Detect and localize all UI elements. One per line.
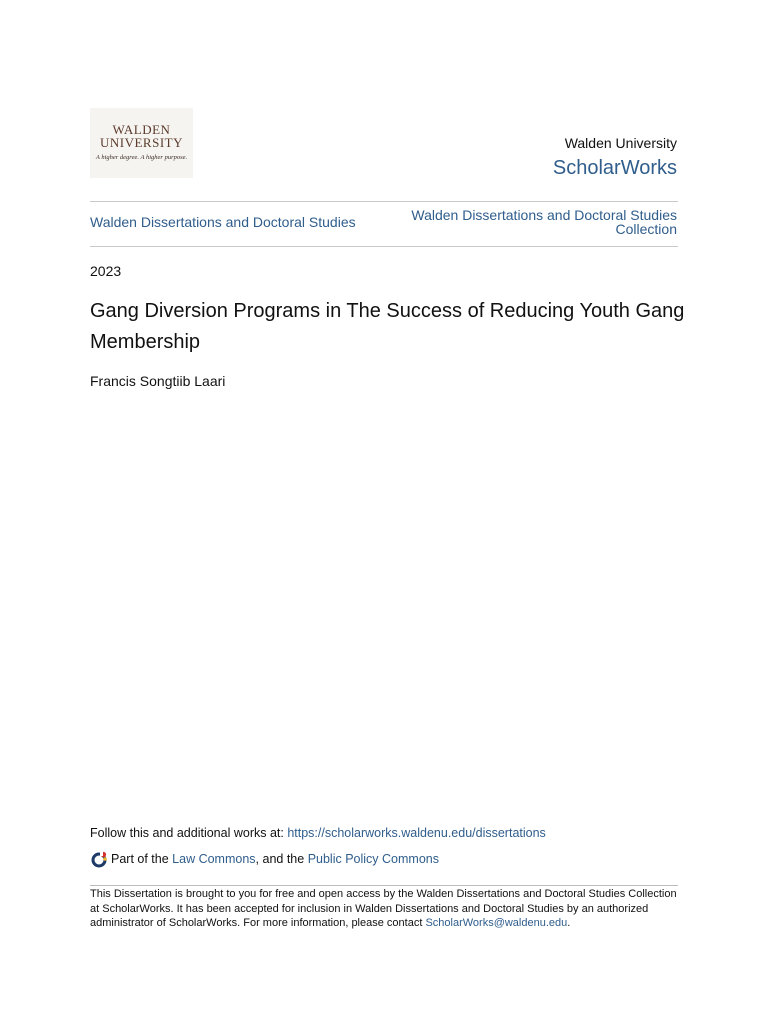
dissertations-url-link[interactable]: https://scholarworks.waldenu.edu/dissertations [287, 826, 546, 840]
contact-email-link[interactable]: ScholarWorks@waldenu.edu [425, 917, 568, 930]
collections-divider [90, 246, 678, 247]
repository-link[interactable]: ScholarWorks [552, 157, 677, 179]
collection-link-right[interactable]: Walden Dissertations and Doctoral Studies Collection [411, 207, 677, 237]
header-divider [90, 201, 678, 202]
document-title: Gang Diversion Programs in The Success of Reducing Youth Gang Membership [90, 300, 685, 353]
institution-name: Walden University [564, 135, 677, 151]
logo-tagline: A higher degree. A higher purpose. [95, 154, 188, 161]
walden-university-logo[interactable] [90, 108, 193, 178]
access-statement [90, 887, 680, 931]
public-policy-commons-link[interactable]: Public Policy Commons [307, 852, 439, 866]
footer-divider [90, 885, 678, 886]
part-of-mid: , and the [255, 852, 305, 866]
statement-end: . [567, 917, 571, 930]
follow-prefix: Follow this and additional works at: [90, 826, 288, 840]
logo-line-2: UNIVERSITY [100, 135, 183, 150]
part-of-line [90, 850, 439, 868]
law-commons-link[interactable]: Law Commons [172, 852, 256, 866]
document-author: Francis Songtiib Laari [90, 373, 226, 389]
bepress-commons-icon [90, 850, 108, 868]
statement-text: This Dissertation is brought to you for free and open access by the Walden Dissertations and Doctoral Studies Collection at ScholarWorks. It has been accepted for inclusion in Walden Dissertations and Doctoral Studies by an authorized administrator of ScholarWorks. For more information, please contact [90, 888, 677, 930]
follow-line [90, 826, 546, 840]
collection-link-left[interactable]: Walden Dissertations and Doctoral Studies [90, 214, 356, 230]
logo-line-1: WALDEN [112, 122, 171, 137]
part-of-prefix: Part of the [111, 852, 169, 866]
publication-year: 2023 [90, 263, 122, 279]
